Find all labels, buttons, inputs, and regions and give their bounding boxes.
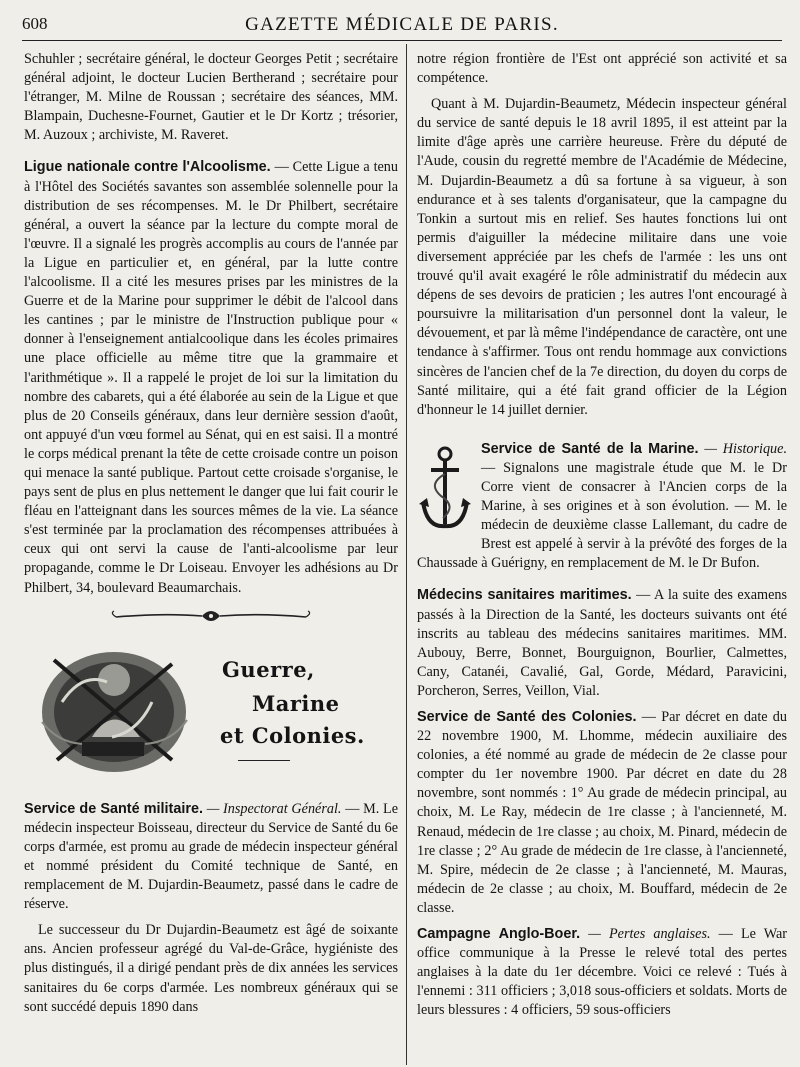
banner-word-colonies: et Colonies. — [220, 722, 365, 748]
left-column — [24, 50, 398, 1017]
banner-word-marine: Marine — [252, 690, 340, 716]
colonies-text: — Par décret en date du 22 novembre 1900, M. Lhomme, médecin auxiliaire des colonies, a été nommé au grade de médecin de 2e classe pour compter du 1er novembre 1900. Par décret en date du 28 novembre, sont nommés : 1° Au grade de médecin principal, au choix, M. Le Ray, médecin de 1re classe ; à l'ancienneté, M. Renaud, médecin de 1re classe ; au choix, M. Pinard, médecin de 1re classe ; 2° Au grade de médecin de 1re classe, à l'ancienneté, M. Spire, médecin de 2e classe ; à l'ancienneté, M. Mauras, médecin de 2e classe ; au choix, M. Bouffard, médecin de 2e classe. — [417, 709, 787, 916]
boer-heading: Campagne Anglo-Boer. — [417, 926, 581, 943]
sanitaires-heading: Médecins sanitaires maritimes. — [417, 587, 632, 604]
militaire-rubric: — Inspectorat Général. — [206, 800, 342, 817]
section-banner — [24, 642, 398, 782]
militaire-heading: Service de Santé militaire. — [24, 800, 203, 817]
military-trophy-illustration — [32, 642, 197, 777]
page-header — [22, 0, 782, 41]
banner-rule — [238, 760, 290, 761]
right-column — [417, 50, 787, 1021]
anchor-icon — [417, 444, 473, 534]
ligue-text: — Cette Ligue a tenu à l'Hôtel des Sociétés savantes son assemblée solennelle pour la distribution de ses récompenses. M. le Dr Philbert, secrétaire général, a ouvert la séance par la lecture du compte moral de l'œuvre. Il a signalé les progrès accomplis au cours de l'année par la Ligue en particulier et, en général, par la lutte contre l'alcoolisme. Il a cité les mesures prises par les ministres de la Guerre et de la Marine pour supprimer le débit de l'alcool dans les cantines ; par le ministre de l'Instruction publique pour « donner à l'enseignement antialcoolique dans les écoles primaires une place officielle au même titre que la grammaire et l'arithmétique ». Il a rappelé le projet de loi sur la limitation du nombre des cabarets, qui a été élaborée au sein de la Ligue et que plus de 20 Conseils généraux, dans leur dernière session d'août, ont appuyé d'un vœu formel au Sénat, qui en est saisi. Il a montré le corps médical prenant la tête de cette croisade contre un poison qui menace la santé publique. Partout cette croisade s'organise, le pays sent de plus en plus nettement le danger que lui fait courir le fléau en l'atteignant dans les sources mêmes de la vie. La séance s'est terminée par la proclamation des récompenses attribuées à ceux qui ont servi la cause de l'anti-alcoolisme par leur propagande, comme le Dr Loiseau. Envoyer les adhésions au Dr Philbert, 34, boulevard Beaumarchais. — [24, 159, 398, 596]
marine-rubric: — Historique. — [704, 440, 787, 457]
ligue-heading: Ligue nationale contre l'Alcoolisme. — [24, 159, 271, 176]
page-number: 608 — [22, 14, 48, 33]
boer-text: — Le War office communique à la Presse le relevé total des pertes anglaises à la date du 1er décembre. Voici ce relevé : Tués à l'ennemi : 311 officiers ; 3,018 sous-officiers et soldats. Morts de leurs blessures : 4 officiers, 59 sous-officiers — [417, 926, 788, 1019]
sanitaires-text: — A la suite des examens passés à la Direction de la Santé, les docteurs suivants ont été inscrits au tableau des médecins sanitaires maritimes. MM. Aubouy, Berre, Bonnet, Bourguignon, Bourlier, Calmettes, Cany, Catanéi, Cavalié, Gal, Gorde, Médard, Paravicini, Porcheron, Serres, Veillon, Vial. — [417, 587, 787, 699]
dujardin-paragraph: Quant à M. Dujardin-Beaumetz, Médecin inspecteur général du service de santé depuis le 18 avril 1895, il est atteint par la limite d'âge après une carrière heureuse. Frère du député de l'Aude, cousin du regretté membre de l'Académie de Médecine, M. Dujardin-Beaumetz a dû sa fortune à sa vigueur, à son endurance et à ses talents d'organisateur, que la campagne du Tonkin a surtout mis en relief. Ses hautes fonctions lui ont permis d'aiguiller la médecine militaire dans une voie diversement appréciée par les chefs de l'armée : les uns ont trouvé qu'il avait exagéré le rôle administratif du médecin aux dépens de ses devoirs de praticien ; les autres l'ont encouragé à poursuivre la militarisation d'un personnel dont la valeur, le dévouement, et par là même l'indépendance de caractère, ont une tendance à s'affirmer. Tous ont rendu hommage aux convictions sincères de l'ancien chef de la 7e direction, du doyen du corps de Santé militaire, qui a été fait grand officier de la Légion d'honneur le 14 juillet dernier. — [417, 96, 787, 418]
society-officers-paragraph: Schuhler ; secrétaire général, le docteur Georges Petit ; secrétaire général adjoint, le docteur Lucien Bertherand ; secrétaire pour l'étranger, M. Milne de Roussan ; secrétaire des séances, MM. Blampain, Duchesne-Fournet, Gautier et le Dr Kortz ; trésorier, M. Auzoux ; archiviste, M. Raveret. — [24, 51, 398, 144]
marine-text: — Signalons une magistrale étude que M. le Dr Corre vient de consacrer à l'Ancien corps de la Marine, à ses origines et à son évolution. — M. le médecin de deuxième classe Lallemant, du cadre de Brest est appelé à servir à la prévôté des forges de la Chaussade à Guérigny, en remplacement de M. le Dr Bufon. — [417, 459, 787, 572]
ornamental-rule — [24, 604, 398, 630]
column-divider — [406, 44, 407, 1065]
continuation-paragraph: notre région frontière de l'Est ont apprécié son activité et sa compétence. — [417, 51, 787, 87]
boer-rubric: — Pertes anglaises. — [588, 926, 711, 943]
colonies-heading: Service de Santé des Colonies. — [417, 709, 637, 725]
successeur-paragraph: Le successeur du Dr Dujardin-Beaumetz est âgé de soixante ans. Ancien professeur agrégé du Val-de-Grâce, hygiéniste des plus distingués, il a dirigé pendant près de dix années les services sanitaires du 6e corps d'armée. Les nombreux généraux qui se sont succédé depuis 1890 dans — [24, 922, 398, 1015]
militaire-text: — M. Le médecin inspecteur Boisseau, directeur du Service de Santé du 6e corps d'armée, est promu au grade de médecin inspecteur général et nommé président du Comité technique de Santé, en remplacement de M. Dujardin-Beaumetz, passé dans le cadre de réserve. — [24, 800, 399, 913]
marine-heading: Service de Santé de la Marine. — [481, 440, 699, 457]
journal-title: GAZETTE MÉDICALE DE PARIS. — [245, 14, 559, 35]
banner-word-guerre: Guerre, — [222, 656, 315, 682]
